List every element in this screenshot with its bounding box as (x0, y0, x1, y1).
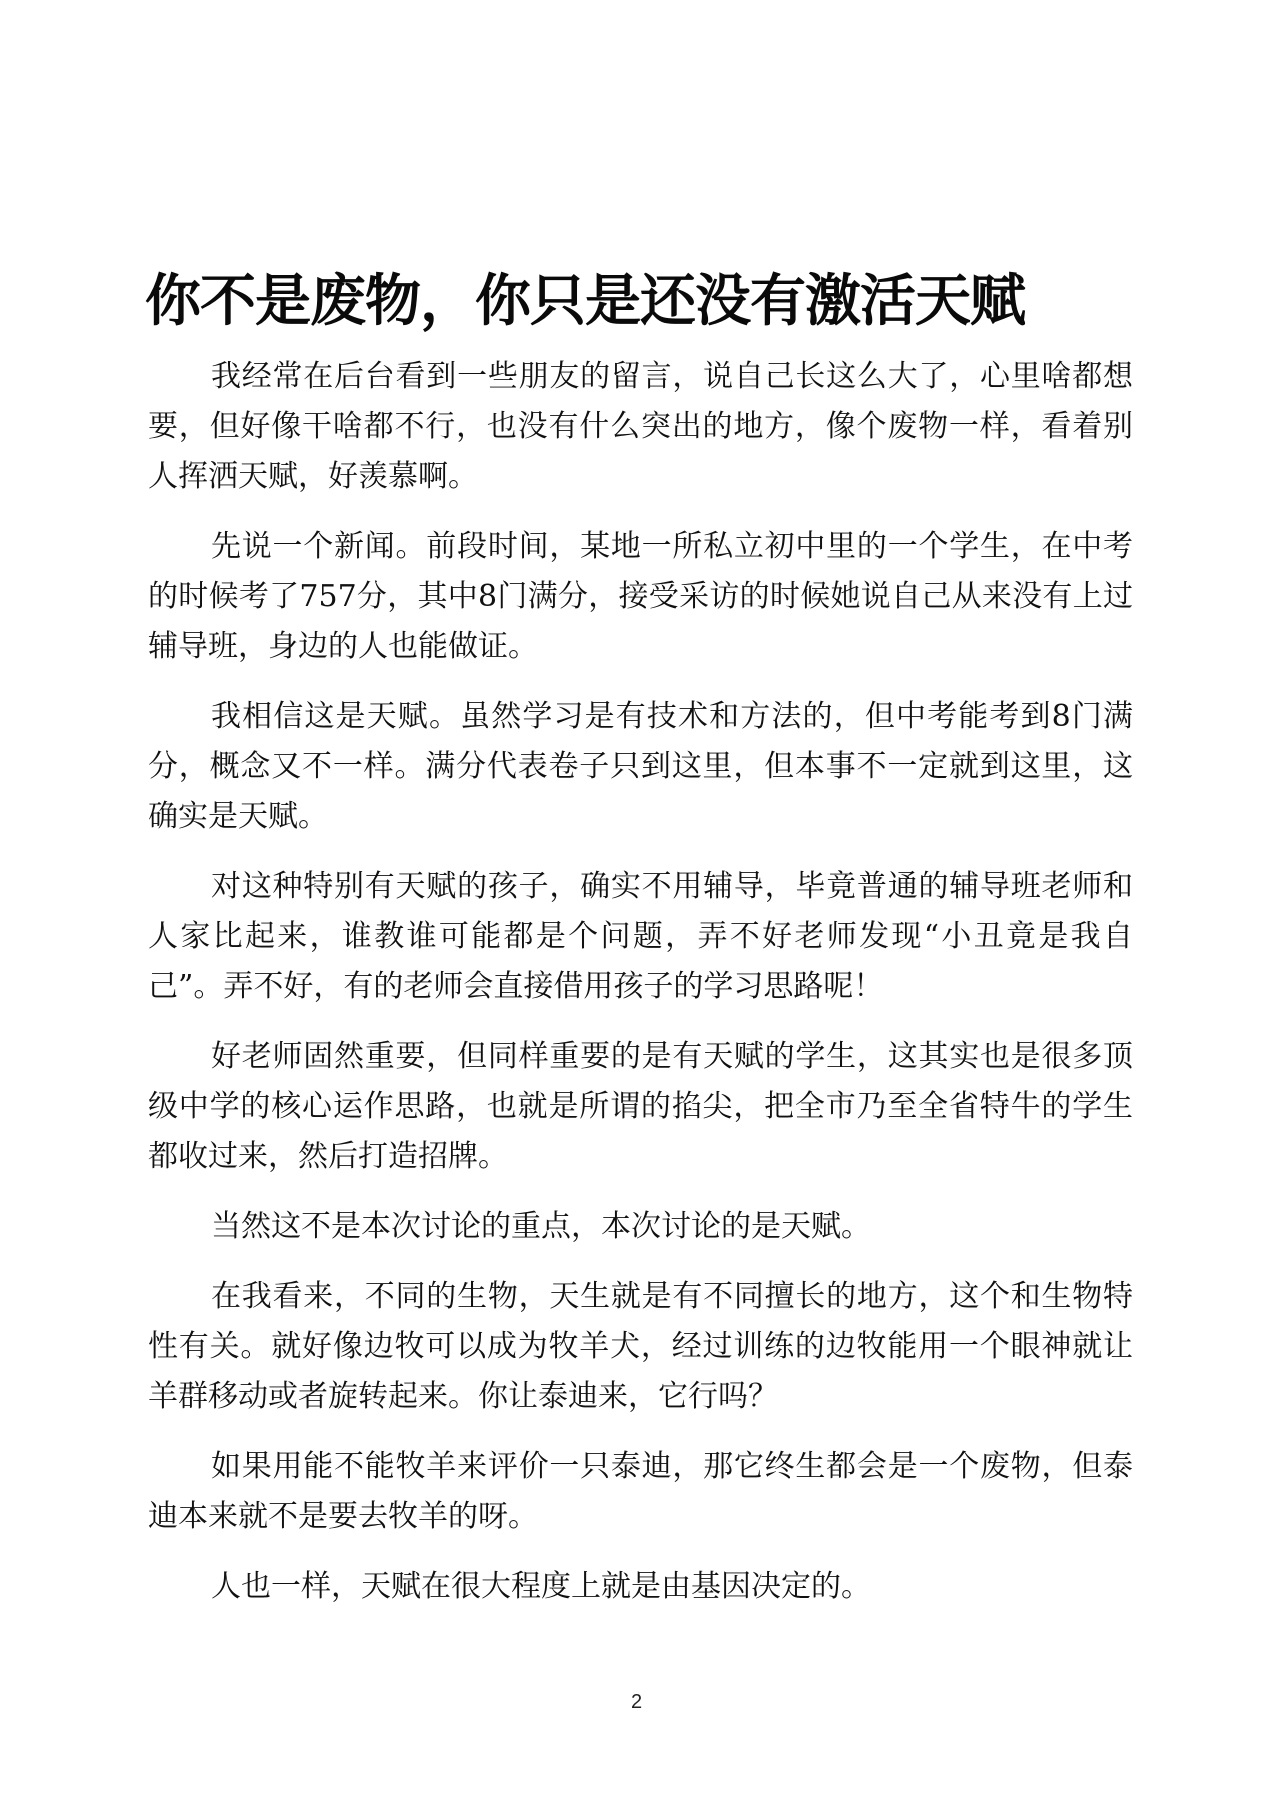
page-number: 2 (630, 1691, 643, 1713)
paragraph-4: 对这种特别有天赋的孩子，确实不用辅导，毕竟普通的辅导班老师和人家比起来，谁教谁可能都是个问题，弄不好老师发现“小丑竟是我自己”。弄不好，有的老师会直接借用孩子的学习思路呢！ (148, 869, 1133, 1004)
paragraph-7: 在我看来，不同的生物，天生就是有不同擅长的地方，这个和生物特性有关。就好像边牧可以成为牧羊犬，经过训练的边牧能用一个眼神就让羊群移动或者旋转起来。你让泰迪来，它行吗？ (148, 1279, 1133, 1414)
body-text (148, 352, 1133, 1632)
paragraph-1: 我经常在后台看到一些朋友的留言，说自己长这么大了，心里啥都想要，但好像干啥都不行，也没有什么突出的地方，像个废物一样，看着别人挥洒天赋，好羡慕啊。 (148, 359, 1133, 494)
paragraph-8: 如果用能不能牧羊来评价一只泰迪，那它终生都会是一个废物，但泰迪本来就不是要去牧羊的呀。 (148, 1449, 1133, 1534)
paragraph-6: 当然这不是本次讨论的重点，本次讨论的是天赋。 (211, 1209, 871, 1244)
paragraph-5: 好老师固然重要，但同样重要的是有天赋的学生，这其实也是很多顶级中学的核心运作思路，也就是所谓的掐尖，把全市乃至全省特牛的学生都收过来，然后打造招牌。 (148, 1039, 1133, 1174)
page-title: 你不是废物，你只是还没有激活天赋 (145, 269, 1025, 334)
paragraph-9: 人也一样，天赋在很大程度上就是由基因决定的。 (211, 1569, 871, 1604)
paragraph-3: 我相信这是天赋。虽然学习是有技术和方法的，但中考能考到8门满分，概念又不一样。满分代表卷子只到这里，但本事不一定就到这里，这确实是天赋。 (148, 699, 1133, 834)
paragraph-2: 先说一个新闻。前段时间，某地一所私立初中里的一个学生，在中考的时候考了757分，其中8门满分，接受采访的时候她说自己从来没有上过辅导班，身边的人也能做证。 (148, 529, 1133, 664)
